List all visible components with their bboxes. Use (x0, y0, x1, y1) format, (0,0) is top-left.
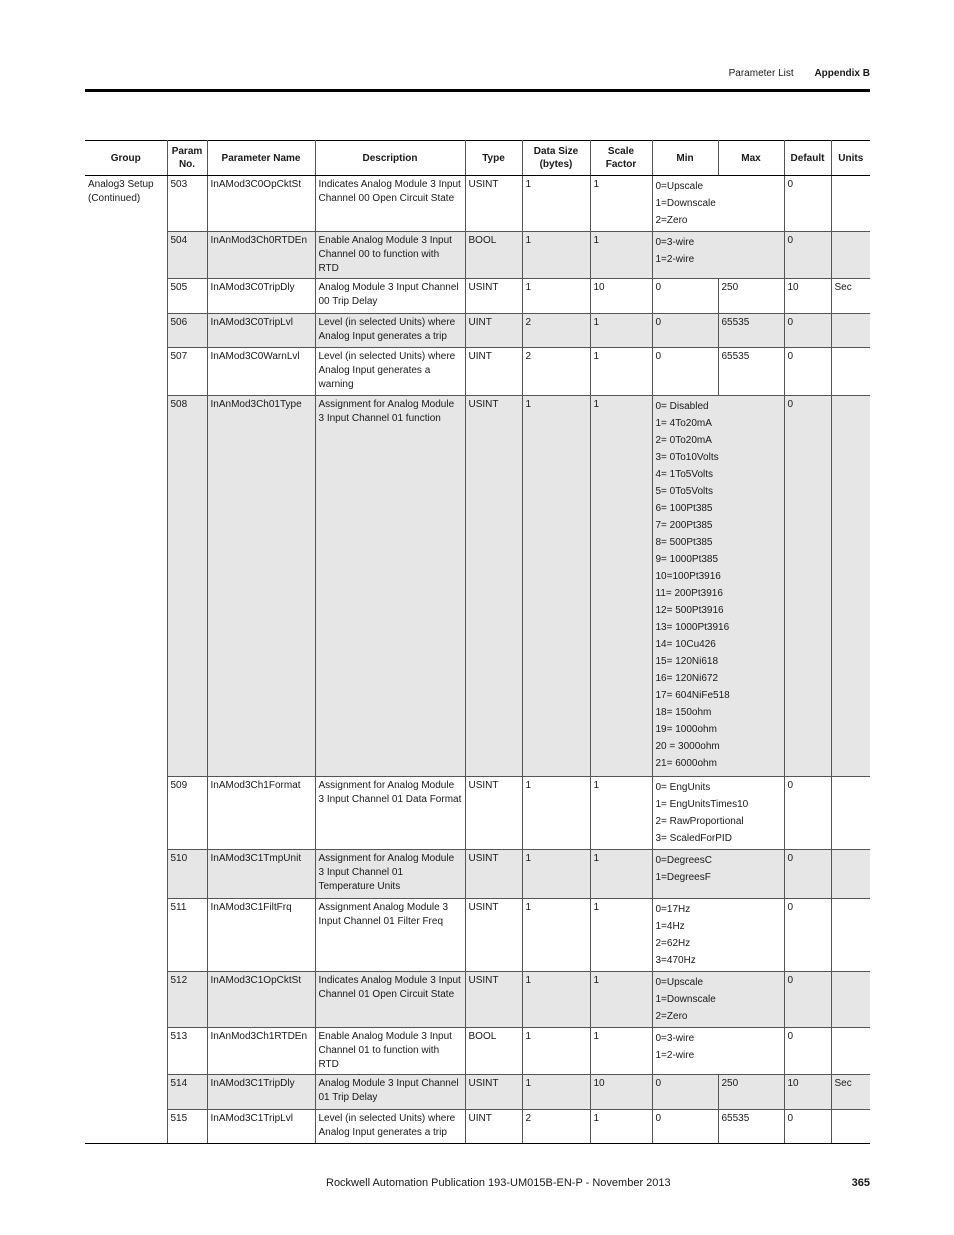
enum-options-cell (652, 777, 784, 850)
enum-option: 10=100Pt3916 (655, 571, 721, 582)
scale-factor-cell: 1 (590, 972, 652, 1028)
enum-option: 13= 1000Pt3916 (655, 622, 730, 633)
table-row (85, 348, 870, 396)
table-row (85, 777, 870, 850)
units-cell (831, 232, 870, 279)
enum-option: 0=3-wire (655, 237, 695, 248)
max-cell: 65535 (718, 314, 784, 348)
min-cell: 0 (652, 279, 718, 314)
min-cell: 0 (652, 348, 718, 396)
type-cell: UINT (465, 1110, 522, 1144)
param-name-cell: InAMod3C0TripLvl (207, 314, 315, 348)
enum-option: 2=Zero (655, 215, 688, 226)
enum-option: 11= 200Pt3916 (655, 588, 723, 599)
scale-factor-cell: 10 (590, 1075, 652, 1110)
section-title: Parameter List (728, 68, 794, 79)
enum-option: 17= 604NiFe518 (655, 690, 730, 701)
enum-option: 0= Disabled (655, 401, 709, 412)
table-body (85, 176, 870, 1144)
scale-factor-cell: 1 (590, 314, 652, 348)
param-name-cell: InAMod3C0TripDly (207, 279, 315, 314)
default-cell: 0 (784, 777, 831, 850)
max-cell: 65535 (718, 348, 784, 396)
enum-option: 9= 1000Pt385 (655, 554, 719, 565)
enum-options-cell (652, 899, 784, 972)
description-cell: Assignment for Analog Module 3 Input Channel 01 function (315, 396, 465, 777)
publication-info: Rockwell Automation Publication 193-UM015B-EN-P - November 2013 (326, 1177, 671, 1189)
default-cell: 0 (784, 899, 831, 972)
units-cell (831, 348, 870, 396)
description-cell: Assignment for Analog Module 3 Input Channel 01 Temperature Units (315, 850, 465, 899)
type-cell: BOOL (465, 1028, 522, 1075)
enum-options-cell (652, 972, 784, 1028)
param-name-cell: InAMod3C0OpCktSt (207, 176, 315, 232)
data-size-cell: 1 (522, 899, 590, 972)
param-no-cell: 504 (167, 232, 207, 279)
units-cell (831, 1110, 870, 1144)
units-cell (831, 899, 870, 972)
units-cell (831, 176, 870, 232)
max-cell: 250 (718, 1075, 784, 1110)
data-size-cell: 1 (522, 279, 590, 314)
header-rule (85, 89, 870, 92)
scale-factor-cell: 1 (590, 396, 652, 777)
default-cell: 0 (784, 850, 831, 899)
column-header: Group (85, 141, 167, 176)
default-cell: 10 (784, 279, 831, 314)
enum-option: 1=DegreesF (655, 872, 711, 883)
param-name-cell: InAMod3C1FiltFrq (207, 899, 315, 972)
param-name-cell: InAMod3C0WarnLvl (207, 348, 315, 396)
type-cell: USINT (465, 1075, 522, 1110)
table-row (85, 899, 870, 972)
table-row (85, 1110, 870, 1144)
enum-option: 1= EngUnitsTimes10 (655, 799, 749, 810)
units-cell (831, 1028, 870, 1075)
enum-option: 14= 10Cu426 (655, 639, 716, 650)
data-size-cell: 2 (522, 348, 590, 396)
column-header: Parameter Name (207, 141, 315, 176)
enum-option: 3= 0To10Volts (655, 452, 719, 463)
enum-option: 0=Upscale (655, 977, 704, 988)
type-cell: USINT (465, 279, 522, 314)
table-row (85, 279, 870, 314)
type-cell: USINT (465, 176, 522, 232)
enum-option: 1=2-wire (655, 1050, 695, 1061)
enum-options-cell (652, 1028, 784, 1075)
param-name-cell: InAMod3Ch1Format (207, 777, 315, 850)
default-cell: 0 (784, 396, 831, 777)
scale-factor-cell: 1 (590, 348, 652, 396)
group-cell: Analog3 Setup (Continued) (85, 176, 167, 1144)
data-size-cell: 2 (522, 314, 590, 348)
description-cell: Analog Module 3 Input Channel 01 Trip Delay (315, 1075, 465, 1110)
units-cell (831, 396, 870, 777)
description-cell: Level (in selected Units) where Analog Input generates a trip (315, 1110, 465, 1144)
data-size-cell: 1 (522, 1075, 590, 1110)
enum-options-cell (652, 396, 784, 777)
units-cell (831, 972, 870, 1028)
default-cell: 0 (784, 176, 831, 232)
scale-factor-cell: 10 (590, 279, 652, 314)
enum-option: 2=Zero (655, 1011, 688, 1022)
enum-option: 18= 150ohm (655, 707, 712, 718)
scale-factor-cell: 1 (590, 777, 652, 850)
param-name-cell: InAnMod3Ch1RTDEn (207, 1028, 315, 1075)
column-header: Type (465, 141, 522, 176)
table-row (85, 850, 870, 899)
type-cell: USINT (465, 850, 522, 899)
param-no-cell: 515 (167, 1110, 207, 1144)
table-header-row (85, 141, 870, 176)
description-cell: Level (in selected Units) where Analog Input generates a trip (315, 314, 465, 348)
enum-option: 1= 4To20mA (655, 418, 712, 429)
data-size-cell: 1 (522, 850, 590, 899)
table-row (85, 1075, 870, 1110)
data-size-cell: 1 (522, 232, 590, 279)
default-cell: 0 (784, 1028, 831, 1075)
running-header (729, 68, 870, 79)
column-header: Data Size (bytes) (522, 141, 590, 176)
param-name-cell: InAMod3C1OpCktSt (207, 972, 315, 1028)
enum-option: 5= 0To5Volts (655, 486, 714, 497)
data-size-cell: 2 (522, 1110, 590, 1144)
enum-option: 1=2-wire (655, 254, 695, 265)
default-cell: 0 (784, 348, 831, 396)
param-no-cell: 514 (167, 1075, 207, 1110)
column-header: Param No. (167, 141, 207, 176)
min-cell: 0 (652, 314, 718, 348)
scale-factor-cell: 1 (590, 176, 652, 232)
enum-option: 4= 1To5Volts (655, 469, 714, 480)
units-cell (831, 314, 870, 348)
min-cell: 0 (652, 1110, 718, 1144)
enum-option: 2= RawProportional (655, 816, 744, 827)
description-cell: Indicates Analog Module 3 Input Channel 00 Open Circuit State (315, 176, 465, 232)
description-cell: Indicates Analog Module 3 Input Channel 01 Open Circuit State (315, 972, 465, 1028)
type-cell: UINT (465, 348, 522, 396)
description-cell: Enable Analog Module 3 Input Channel 01 to function with RTD (315, 1028, 465, 1075)
param-name-cell: InAMod3C1TripDly (207, 1075, 315, 1110)
column-header: Min (652, 141, 718, 176)
description-cell: Assignment Analog Module 3 Input Channel 01 Filter Freq (315, 899, 465, 972)
units-cell: Sec (831, 1075, 870, 1110)
enum-option: 6= 100Pt385 (655, 503, 713, 514)
enum-option: 1=4Hz (655, 921, 685, 932)
parameter-table (85, 140, 870, 1144)
data-size-cell: 1 (522, 972, 590, 1028)
type-cell: USINT (465, 777, 522, 850)
data-size-cell: 1 (522, 176, 590, 232)
enum-option: 0= EngUnits (655, 782, 711, 793)
param-no-cell: 511 (167, 899, 207, 972)
appendix-label: Appendix B (814, 68, 870, 79)
param-name-cell: InAnMod3Ch01Type (207, 396, 315, 777)
enum-option: 7= 200Pt385 (655, 520, 713, 531)
scale-factor-cell: 1 (590, 899, 652, 972)
min-cell: 0 (652, 1075, 718, 1110)
enum-option: 0=17Hz (655, 904, 691, 915)
param-no-cell: 512 (167, 972, 207, 1028)
type-cell: UINT (465, 314, 522, 348)
param-no-cell: 508 (167, 396, 207, 777)
enum-options-cell (652, 850, 784, 899)
param-no-cell: 503 (167, 176, 207, 232)
param-no-cell: 507 (167, 348, 207, 396)
default-cell: 0 (784, 972, 831, 1028)
column-header: Default (784, 141, 831, 176)
enum-option: 12= 500Pt3916 (655, 605, 724, 616)
column-header: Max (718, 141, 784, 176)
param-no-cell: 510 (167, 850, 207, 899)
scale-factor-cell: 1 (590, 1110, 652, 1144)
max-cell: 65535 (718, 1110, 784, 1144)
enum-options-cell (652, 176, 784, 232)
scale-factor-cell: 1 (590, 232, 652, 279)
column-header: Description (315, 141, 465, 176)
param-name-cell: InAMod3C1TmpUnit (207, 850, 315, 899)
enum-options-cell (652, 232, 784, 279)
table-row (85, 176, 870, 232)
enum-option: 3= ScaledForPID (655, 833, 732, 844)
enum-option: 0=DegreesC (655, 855, 712, 866)
enum-option: 0=Upscale (655, 181, 704, 192)
type-cell: USINT (465, 899, 522, 972)
enum-option: 20 = 3000ohm (655, 741, 720, 752)
table-row (85, 972, 870, 1028)
default-cell: 10 (784, 1075, 831, 1110)
enum-option: 19= 1000ohm (655, 724, 717, 735)
enum-option: 16= 120Ni672 (655, 673, 719, 684)
description-cell: Enable Analog Module 3 Input Channel 00 to function with RTD (315, 232, 465, 279)
column-header: Units (831, 141, 870, 176)
units-cell: Sec (831, 279, 870, 314)
enum-option: 3=470Hz (655, 955, 696, 966)
enum-option: 21= 6000ohm (655, 758, 717, 769)
scale-factor-cell: 1 (590, 1028, 652, 1075)
enum-option: 1=Downscale (655, 994, 716, 1005)
description-cell: Level (in selected Units) where Analog Input generates a warning (315, 348, 465, 396)
param-no-cell: 513 (167, 1028, 207, 1075)
description-cell: Analog Module 3 Input Channel 00 Trip Delay (315, 279, 465, 314)
type-cell: USINT (465, 396, 522, 777)
description-cell: Assignment for Analog Module 3 Input Channel 01 Data Format (315, 777, 465, 850)
table-row (85, 396, 870, 777)
enum-option: 8= 500Pt385 (655, 537, 713, 548)
enum-option: 2= 0To20mA (655, 435, 712, 446)
default-cell: 0 (784, 1110, 831, 1144)
table-row (85, 232, 870, 279)
enum-option: 15= 120Ni618 (655, 656, 719, 667)
param-name-cell: InAMod3C1TripLvl (207, 1110, 315, 1144)
page-number: 365 (851, 1177, 870, 1189)
scale-factor-cell: 1 (590, 850, 652, 899)
data-size-cell: 1 (522, 396, 590, 777)
data-size-cell: 1 (522, 777, 590, 850)
type-cell: USINT (465, 972, 522, 1028)
default-cell: 0 (784, 314, 831, 348)
table-row (85, 314, 870, 348)
param-no-cell: 505 (167, 279, 207, 314)
enum-option: 0=3-wire (655, 1033, 695, 1044)
param-name-cell: InAnMod3Ch0RTDEn (207, 232, 315, 279)
units-cell (831, 850, 870, 899)
units-cell (831, 777, 870, 850)
type-cell: BOOL (465, 232, 522, 279)
enum-option: 1=Downscale (655, 198, 716, 209)
enum-option: 2=62Hz (655, 938, 691, 949)
default-cell: 0 (784, 232, 831, 279)
max-cell: 250 (718, 279, 784, 314)
column-header: Scale Factor (590, 141, 652, 176)
table-row (85, 1028, 870, 1075)
data-size-cell: 1 (522, 1028, 590, 1075)
param-no-cell: 506 (167, 314, 207, 348)
param-no-cell: 509 (167, 777, 207, 850)
